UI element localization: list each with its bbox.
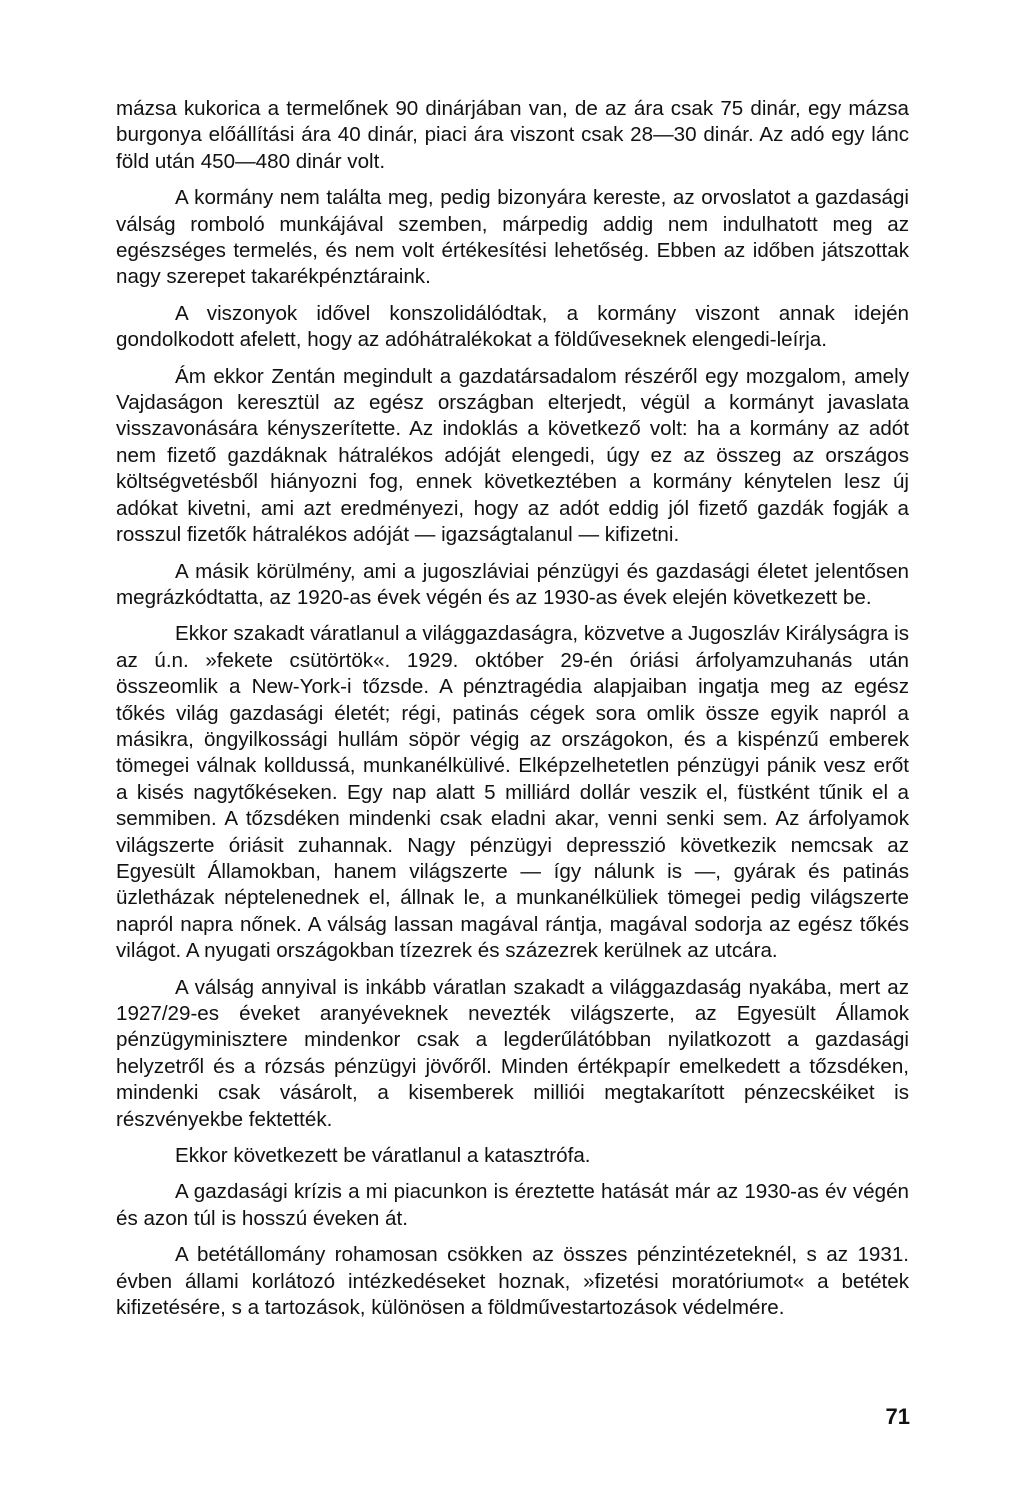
paragraph: Ám ekkor Zentán megindult a gazdatársadalom részéről egy mozgalom, amely Vajdaságon keresztül az egész országban elterjedt, végül a kormányt javaslata visszavonására kényszerítette. Az indoklás a következő volt: ha a kormány az adót nem fizető gazdáknak hátralékos adóját elengedi, úgy ez az összeg az országos költségvetésből hiányozni fog, ennek következtében a kormány kénytelen lesz új adókat kivetni, ami azt eredményezi, hogy az adót eddig jól fizető gazdák fogják a rosszul fizetők hátralékos adóját — igazságtalanul — kifizetni. xyxy=(116,364,909,547)
paragraph: A betétállomány rohamosan csökken az összes pénzintézeteknél, s az 1931. évben állami korlátozó intézkedéseket hoznak, »fizetési moratóriumot« a betétek kifizetésére, s a tartozások, különösen a földművestartozások védelmére. xyxy=(116,1243,909,1320)
paragraph: A másik körülmény, ami a jugoszláviai pénzügyi és gazdasági életet jelentősen megrázkódtatta, az 1920-as évek végén és az 1930-as évek elején következett be. xyxy=(116,559,909,609)
paragraph: A válság annyival is inkább váratlan szakadt a világgazdaság nyakába, mert az 1927/29-es éveket aranyéveknek nevezték világszerte, az Egyesült Államok pénzügyminisztere mindenkor csak a legderűlátóbban nyilatkozott a gazdasági helyzetről és a rózsás pénzügyi jövőről. Minden értékpapír emelkedett a tőzsdéken, mindenki csak vásárolt, a kisemberek milliói megtakarított pénzecskéiket is részvényekbe fektették. xyxy=(116,975,909,1131)
page-number: 71 xyxy=(885,1404,910,1429)
paragraph: A gazdasági krízis a mi piacunkon is éreztette hatását már az 1930-as év végén és azon túl is hosszú éveken át. xyxy=(116,1180,909,1230)
paragraph: A viszonyok idővel konszolidálódtak, a kormány viszont annak idején gondolkodott afelett, hogy az adóhátralékokat a földűveseknek elengedi-leírja. xyxy=(116,301,909,352)
paragraph: Ekkor következett be váratlanul a katasztrófa. xyxy=(175,1144,591,1168)
page-body xyxy=(116,96,909,1331)
paragraph: mázsa kukorica a termelőnek 90 dinárjában van, de az ára csak 75 dinár, egy mázsa burgonya előállítási ára 40 dinár, piaci ára viszont csak 28—30 dinár. Az adó egy lánc föld után 450—480 dinár volt. xyxy=(116,97,909,173)
paragraph: A kormány nem találta meg, pedig bizonyára kereste, az orvoslatot a gazdasági válság romboló munkájával szemben, márpedig addig nem indulhatott meg az egészséges termelés, és nem volt értékesítési lehetőség. Ebben az időben játszottak nagy szerepet takarékpénztáraink. xyxy=(116,186,909,289)
paragraph: Ekkor szakadt váratlanul a világgazdaságra, közvetve a Jugoszláv Királyságra is az ú.n. »fekete csütörtök«. 1929. október 29-én óriási árfolyamzuhanás után összeomlik a New-York-i tőzsde. A pénztragédia alapjaiban ingatja meg az egész tőkés világ gazdasági életét; régi, patinás cégek sora omlik össze egyik napról a másikra, öngyilkossági hullám söpör végig az országokon, és a kispénzű emberek tömegei válnak kolldussá, munkanélkülivé. Elképzelhetetlen pénzügyi pánik vesz erőt a kisés nagytőkéseken. Egy nap alatt 5 milliárd dollár veszik el, füstként tűnik el a semmiben. A tőzsdéken mindenki csak eladni akar, venni senki sem. Az árfolyamok világszerte óriásit zuhannak. Nagy pénzügyi depresszió következik nemcsak az Egyesült Államokban, hanem világszerte — így nálunk is —, gyárak és patinás üzletházak néptelenednek el, állnak le, a munkanélküliek tömegei pedig világszerte napról napra nőnek. A válság lassan magával rántja, magával sodorja az egész tőkés világot. A nyugati országokban tízezrek és százezrek kerülnek az utcára. xyxy=(116,622,909,963)
